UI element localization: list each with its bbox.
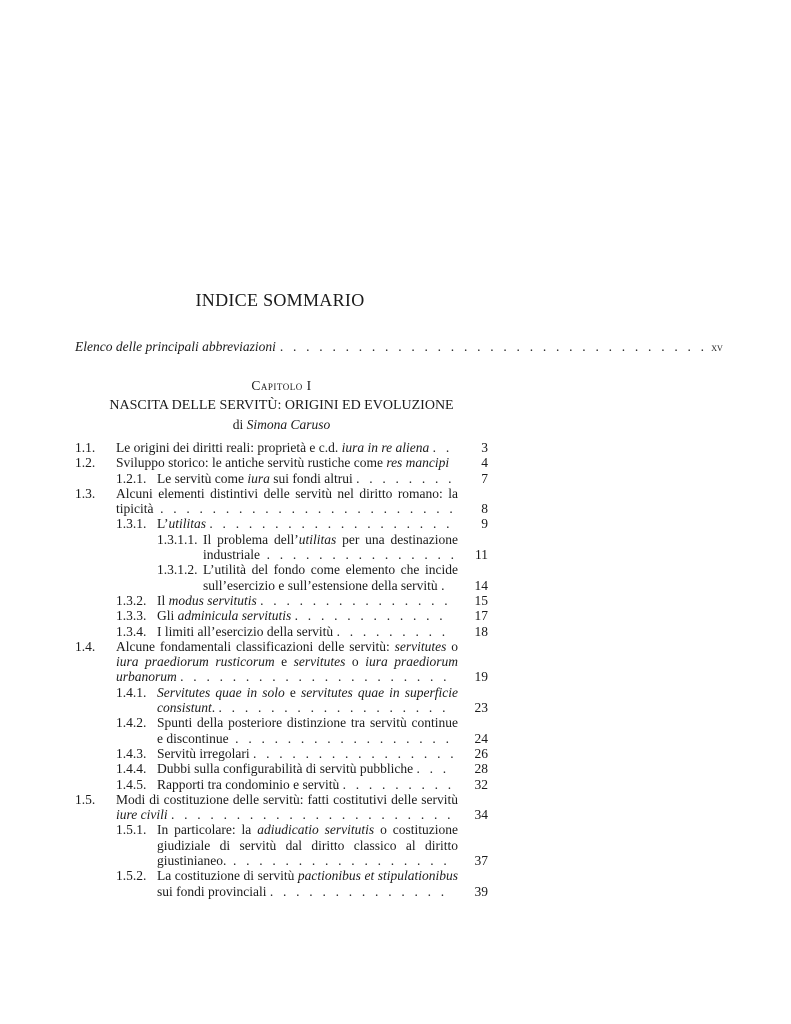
dot-leader: . . . . . . . . . . . . . . . . . . . . . — [180, 669, 450, 685]
toc-entry-title: Dubbi sulla configurabilità di servitù pubbliche . . . — [157, 761, 450, 777]
toc-entry-number: 1.1. — [75, 440, 96, 455]
dot-leader: . . — [432, 440, 453, 455]
dot-leader: . . . . . . . . . . . . . . . . . — [226, 853, 450, 869]
toc-entry — [75, 593, 488, 608]
dot-leader: . . . . . . . . . . . . . . . . . . . . . . . . . . . . . . . . . — [279, 339, 708, 354]
toc-entry-title: Le servitù come iura sui fondi altrui . . . . . . . . — [157, 470, 455, 486]
toc-entry — [75, 471, 488, 486]
toc-entry-page: 23 — [474, 700, 488, 716]
toc-entry-number: 1.3.2. — [116, 592, 147, 608]
toc-entry-page: 34 — [474, 807, 488, 823]
toc-entry-title: Rapporti tra condominio e servitù . . . . . . . . . — [157, 776, 455, 792]
toc-entry — [75, 624, 488, 639]
toc-entry-page: 8 — [481, 501, 488, 517]
toc-entry-page: 17 — [474, 608, 488, 624]
dot-leader: . . . . . . . . . . . . . . . . . — [228, 730, 453, 746]
toc-entry-number: 1.2.1. — [116, 470, 147, 486]
toc-entry — [75, 440, 488, 455]
toc-entry-page: 4 — [481, 455, 488, 471]
toc-entry — [75, 868, 488, 899]
toc-entry-number: 1.3.1. — [116, 516, 147, 532]
dot-leader: . . . . . . . . . . . . . . . . . . . — [209, 516, 453, 532]
toc-entry-page: 9 — [481, 516, 488, 532]
toc-entry-number: 1.3.4. — [116, 623, 147, 639]
toc-entry-number: 1.4.2. — [116, 715, 147, 731]
abbreviations-title: Elenco delle principali abbreviazioni — [75, 339, 276, 354]
chapter-title: NASCITA DELLE SERVITÙ: ORIGINI ED EVOLUZIONE — [109, 398, 454, 413]
dot-leader: . . . . . . . . . . . . — [294, 608, 446, 624]
toc-entry-title: Alcune fondamentali classificazioni delle servitù: servitutes o iura praediorum rusticorum e servitutes o iura praediorum urbanorum . . . . . . . . . . . . . . . . . . . . . — [116, 638, 458, 685]
toc-entry — [75, 792, 488, 823]
abbreviations-page: xv — [711, 340, 723, 354]
toc-entry-number: 1.4.5. — [116, 776, 147, 792]
dot-leader: . — [441, 577, 448, 593]
toc-entry-number: 1.4. — [75, 638, 96, 654]
chapter-label: Capitolo I — [251, 378, 312, 393]
toc-entry-title: Il problema dell’utilitas per una destinazione industriale . . . . . . . . . . . . . . . — [203, 531, 459, 563]
toc-entry-page: 11 — [475, 547, 488, 563]
dot-leader: . . . . . . . . . . . . . . . . . . — [218, 700, 449, 716]
toc-entry-page: 26 — [474, 745, 488, 761]
dot-leader: . . . . . . . . . — [342, 776, 455, 792]
toc-entry — [75, 715, 488, 746]
toc-entry-title: In particolare: la adiudicatio servitutis o costituzione giudiziale di servitù dal diritto classico al diritto giustinianeo. . . . . . . . . . . . . . . . . . — [157, 822, 458, 869]
toc-entry — [75, 516, 488, 531]
toc-entry-page: 39 — [474, 883, 488, 899]
toc-entry-page: 18 — [474, 623, 488, 639]
toc-entry — [75, 455, 488, 470]
toc-entry-number: 1.2. — [75, 455, 96, 471]
toc-entry — [75, 822, 488, 868]
toc-entry-title: Le origini dei diritti reali: proprietà e c.d. iura in re aliena . . — [116, 440, 453, 455]
toc-entry — [75, 608, 488, 623]
table-of-contents — [75, 440, 488, 899]
toc-entry-page: 19 — [474, 669, 488, 685]
toc-entry-title: L’utilitas . . . . . . . . . . . . . . . . . . . — [157, 516, 453, 532]
toc-entry-title: Sviluppo storico: le antiche servitù rustiche come res mancipi — [116, 455, 450, 471]
toc-entry-page: 7 — [481, 470, 488, 486]
toc-entry-number: 1.3.1.1. — [157, 531, 198, 547]
toc-entry — [75, 685, 488, 716]
toc-entry-number: 1.5.1. — [116, 822, 147, 838]
page-title: INDICE SOMMARIO — [195, 290, 365, 310]
toc-entry — [75, 761, 488, 776]
abbreviations-entry — [75, 339, 723, 355]
toc-entry-title: Gli adminicula servitutis . . . . . . . . . . . . — [157, 608, 446, 624]
toc-entry — [75, 562, 488, 593]
toc-entry — [75, 746, 488, 761]
dot-leader: . . . — [416, 761, 450, 777]
dot-leader: . . . . . . . . . . . . . . . . . . . . . . . — [153, 501, 456, 517]
toc-entry — [75, 777, 488, 792]
toc-entry-page: 28 — [474, 761, 488, 777]
toc-entry — [75, 639, 488, 685]
dot-leader: . . . . . . . . . — [336, 623, 449, 639]
toc-entry-page: 15 — [474, 592, 488, 608]
toc-entry-title: Modi di costituzione delle servitù: fatti costitutivi delle servitù iure civili . . . . . . . . . . . . . . . . . . . . . . — [116, 791, 458, 823]
toc-entry-title: Servitutes quae in solo e servitutes quae in superficie consistunt. . . . . . . . . . . . . . . . . . . — [157, 684, 459, 716]
author-name: Simona Caruso — [246, 417, 331, 432]
toc-entry-page: 24 — [474, 730, 488, 746]
toc-entry-number: 1.3.1.2. — [157, 562, 198, 578]
dot-leader: . . . . . . . . . . . . . . . . — [252, 745, 457, 761]
toc-entry-number: 1.4.4. — [116, 761, 147, 777]
toc-entry-title: Alcuni elementi distintivi delle servitù nel diritto romano: la tipicità . . . . . . . . . . . . . . . . . . . . . . . — [116, 485, 458, 517]
author-prefix: di — [232, 417, 244, 432]
toc-entry-number: 1.5.2. — [116, 868, 147, 884]
toc-entry-title: L’utilità del fondo come elemento che incide sull’esercizio e sull’estensione della servitù . — [203, 562, 458, 593]
chapter-author — [75, 417, 488, 433]
dot-leader: . . . . . . . . . . . . . . . — [260, 547, 458, 563]
toc-entry-page: 37 — [474, 853, 488, 869]
toc-entry — [75, 532, 488, 563]
toc-entry-number: 1.3. — [75, 485, 96, 501]
toc-entry — [75, 486, 488, 517]
toc-entry-title: Spunti della posteriore distinzione tra servitù continue e discontinue . . . . . . . . . . . . . . . . . — [157, 715, 458, 746]
toc-entry-number: 1.4.3. — [116, 745, 147, 761]
toc-entry-page: 3 — [481, 440, 488, 455]
toc-entry-number: 1.4.1. — [116, 684, 147, 700]
toc-entry-page: 32 — [474, 776, 488, 792]
toc-entry-number: 1.5. — [75, 791, 96, 807]
toc-entry-number: 1.3.3. — [116, 608, 147, 624]
toc-entry-title: Il modus servitutis . . . . . . . . . . . . . . . — [157, 592, 451, 608]
toc-entry-title: Servitù irregolari . . . . . . . . . . . . . . . . — [157, 745, 457, 761]
toc-entry-page: 14 — [474, 577, 488, 593]
dot-leader: . . . . . . . . . . . . . . — [269, 883, 448, 899]
toc-entry-title: La costituzione di servitù pactionibus et stipulationibus sui fondi provinciali . . . . . . . . . . . . . . — [157, 868, 458, 899]
dot-leader: . . . . . . . . . . . . . . . . . . . . . . — [170, 807, 454, 823]
dot-leader: . . . . . . . . . . . . . . . — [260, 592, 451, 608]
dot-leader: . . . . . . . . — [356, 470, 455, 486]
toc-entry-title: I limiti all’esercizio della servitù . . . . . . . . . — [157, 623, 449, 639]
